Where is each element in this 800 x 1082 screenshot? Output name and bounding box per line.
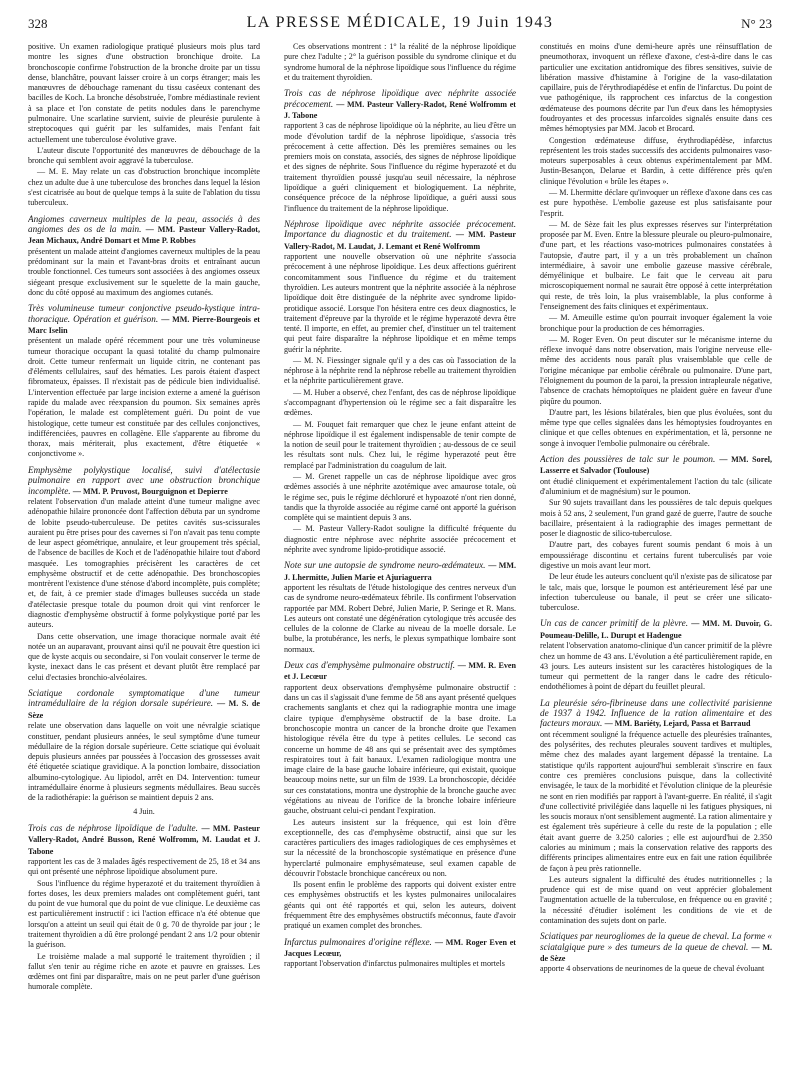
paragraph: apportent les résultats de l'étude histologique des centres nerveux d'un cas de syndrome neuro-œdémateux fébrile. Ils confirment l'observation rapportée par MM. Robert Debré, Julien Marie, P. Seringe et R. Mans. Les auteurs ont constaté une dégénération cytologique très accusée des cellules de la colonne de Clarke au niveau de la moelle dorsale. Le bulbe, la protubérance, les nerfs, le plexus sympathique lombaire sont normaux. bbox=[284, 583, 516, 654]
paragraph: rapportent les cas de 3 malades âgés respectivement de 25, 18 et 34 ans qui ont présenté une néphrose lipoïdique absolument pure. bbox=[28, 856, 260, 877]
article-title: Emphysème polykystique localisé, suivi d'atélectasie pulmonaire en rapport avec une obstruction bronchique incomplète. bbox=[28, 464, 260, 496]
paragraph: — M. de Sèze fait les plus expresses réserves sur l'interprétation proposée par M. Even. Entre la blessure pleurale ou pleuro-pulmonaire, d'une part, et les réactions vaso-motrices pulmonaires constatées à l'autopsie, d'autre part, il y a un très probablement un chaînon intermédiaire, à savoir une embolie gazeuse massive cérébrale, démyélinique et bulbaire. Le fait que le cerveau ait paru microscopiquement normal ne saurait être opposé à cette interprétation qui reste, de très loin, la plus vraisemblable, la plus conforme à l'enseignement des faits cliniques et expérimentaux. bbox=[540, 219, 772, 312]
column-right bbox=[540, 42, 772, 1070]
paragraph: — M. Ameuille estime qu'on pourrait invoquer également la voie bronchique pour la production de ces hémorragies. bbox=[540, 313, 772, 333]
article-heading bbox=[28, 303, 260, 336]
paragraph: présentent un malade opéré récemment pour une très volumineuse tumeur thoracique occupant la quasi totalité du champ pulmonaire droit. Cette tumeur renfermait un liquide citrin, ne contenant pas d'éléments cellulaires, sauf des hématies. Les parois étaient d'aspect fibromateux, épaisses. Il n'existait pas de pédicule bien individualisé. L'intervention effectuée par large incision externe a amené la guérison rapide du malade avec réexpansion du poumon. Six semaines après l'opération, le malade est complètement guéri. Du point de vue histologique, cette tumeur est constituée par des cellules conjonctives, indifférenciées, pauvres en collagène. Elle s'apparente au fibrome du thorax, mais mériterait, plus exactement, d'être étiquetée « conjonctivome ». bbox=[28, 336, 260, 459]
paragraph: D'autre part, des cobayes furent soumis pendant 6 mois à un empoussiérage discontinu et certains furent tuberculisés par voie digestive un mois avant leur mort. bbox=[540, 540, 772, 571]
article-authors: — MM. Pasteur Vallery-Radot, M. Laudat, J. Lemant et René Wolfromm bbox=[284, 230, 516, 251]
article-authors: — MM. Bariéty, Lejard, Passa et Barraud bbox=[604, 719, 751, 729]
column-middle bbox=[284, 42, 516, 1070]
article-authors: — MM. Pasteur Vallery-Radot, René Wolfromm et J. Tabone bbox=[284, 99, 516, 120]
issue-number: N° 23 bbox=[741, 16, 772, 31]
paragraph: présentent un malade atteint d'angiomes caverneux multiples de la peau prédominant sur la main et l'avant-bras droits et entraînant aucun trouble fonctionnel. Ces tumeurs sont associées à des angiomes osseux siégeant presque exclusivement sur le squelette de la main gauche, donc du côté opposé au maximum des angiomes cutanés. bbox=[28, 246, 260, 297]
article-title: La pleurésie séro-fibrineuse dans une collectivité parisienne de 1937 à 1942. Influence de la ration alimentaire et des facteurs moraux. bbox=[540, 697, 772, 729]
article-heading bbox=[28, 465, 260, 497]
paragraph: rapportent une nouvelle observation où une néphrite s'associa précocement à une néphrose lipoïdique. Les deux affections guérirent concomitamment sous l'influence du régime et du traitement thyroïdien. Les auteurs montrent que la néphrite associée à la néphrose lipoïdique doit être distinguée de la néphrite avec syndrome lipido-protidique associé. Lorsque l'on hésitera entre ces deux diagnostics, le traitement d'épreuve par la thyroïde et le régime hyperazoté devra être tenté. Il importe, en effet, au premier chef, d'instituer un tel traitement qui peut faire disparaître la néphrose lipoïdique et en même temps guérir la néphrite. bbox=[284, 252, 516, 354]
paragraph: Sur 90 sujets travaillant dans les poussières de talc depuis quelques mois à 52 ans, 2 seulement, l'un grand gazé de guerre, l'autre de souche bacillaire, présentaient à la radiographie des images permettant de poser le diagnostic de silico-tuberculose. bbox=[540, 498, 772, 539]
article-heading bbox=[28, 214, 260, 247]
article-heading bbox=[540, 698, 772, 730]
paragraph: Congestion œdémateuse diffuse, érythrodiapédèse, infarctus représentent les trois stades successifs des accidents pulmonaires vaso-moteurs superposables à ceux obtenus expérimentalement par MM. Justin-Besançon, Delarue et Bardin, à cette différence près qu'en clinique l'évolution « brûle les étapes ». bbox=[540, 135, 772, 186]
paragraph: Sous l'influence du régime hyperazoté et du traitement thyroïdien à fortes doses, les deux premiers malades ont complètement guéri, tant du point de vue humoral que du point de vue clinique. Le deuxième cas est particulièrement instructif : ici l'action efficace n'a été obtenue que lorsqu'on a atteint un seuil qui était de 0 g. 70 de thyroïde par jour ; le traitement thyroïdien a dû être prolongé pendant 2 ans 1/2 pour obtenir la guérison. bbox=[28, 878, 260, 950]
paragraph: constitués en moins d'une demi-heure après une réinsufflation de pneumothorax, invoquent un réflexe d'axone, c'est-à-dire dans le cas particulier une excitation antidromique des fibres sensitives, suivie de libération massive d'histamine à l'origine de la vaso-dilatation capillaire, puis de l'érythrodiapédèse et enfin de l'infarctus. Du point de vue pathogénique, ils rapprochent ces infarctus de la congestion œdémateuse des poumons décrite par l'un d'eux dans les hémoptysies foudroyantes et des processus infarcoïdes signalés ensuite dans ces mêmes hémoptysies par MM. Jacob et Brocard. bbox=[540, 42, 772, 134]
article-heading bbox=[540, 931, 772, 964]
paragraph: L'auteur discute l'opportunité des manœuvres de débouchage de la bronche qui semblent avoir aggravé la tuberculose. bbox=[28, 145, 260, 166]
article-title: Trois cas de néphrose lipoïdique de l'adulte. bbox=[28, 822, 198, 833]
paragraph: — M. Huber a observé, chez l'enfant, des cas de néphrose lipoïdique s'accompagnant d'hypertension où le régime sec a fait disparaître les œdèmes. bbox=[284, 387, 516, 418]
article-title: Infarctus pulmonaires d'origine réflexe. bbox=[284, 936, 432, 947]
paragraph: D'autre part, les lésions bilatérales, bien que plus évoluées, sont du même type que celles signalées dans les hémoptysies foudroyantes en clinique et que celles obtenues en expérimentation, et là, personne ne songe à invoquer l'embolie pulmonaire ou cérébrale. bbox=[540, 407, 772, 448]
paragraph: Ces observations montrent : 1° la réalité de la néphrose lipoïdique pure chez l'adulte ; 2° la guérison possible du syndrome clinique et du syndrome humoral de la néphrose lipoïdique sous l'influence du régime et du traitement thyroïdien. bbox=[284, 42, 516, 82]
article-heading bbox=[284, 937, 516, 960]
paragraph: — M. Lhermitte déclare qu'invoquer un réflexe d'axone dans ces cas est pure hypothèse. L'embolie gazeuse est plus satisfaisante pour l'esprit. bbox=[540, 187, 772, 218]
paragraph: rapportant l'observation d'infarctus pulmonaires multiples et mortels bbox=[284, 959, 505, 969]
article-heading bbox=[284, 660, 516, 683]
article-title: Trois cas de néphrose lipoïdique avec néphrite associée précocement. bbox=[284, 88, 516, 109]
article-title: Sciatique cordonale symptomatique d'une tumeur intramédullaire de la région dorsale supérieure. bbox=[28, 688, 260, 709]
paragraph: — M. Roger Even. On peut discuter sur le mécanisme interne du réflexe invoqué dans notre observation, mais l'origine nerveuse elle-même des accidents nous paraît plus vraisemblable que celle de l'origine mécanique par embolie cérébrale ou pulmonaire. D'une part, l'éloignement du poumon de la paroi, la pression intrapleurale négative, l'absence de crachats hémoptoïques ne plaident guère en faveur d'une piqûre du poumon. bbox=[540, 334, 772, 406]
paragraph: — M. E. May relate un cas d'obstruction bronchique incomplète chez un adulte due à une tuberculose des bronches dans lequel la lésion s'est cicatrisée au bout de quelque temps à la suite de l'ablation du tissu tuberculeux. bbox=[28, 167, 260, 208]
column-left bbox=[28, 42, 260, 1070]
paragraph: Dans cette observation, une image thoracique normale avait été notée un an auparavant, prouvant ainsi qu'il ne pouvait être question ici que de kyste acquis ou secondaire, si l'on voulait conserver le terme de kyste, inexact dans le cas présent et devant plutôt être remplacé par celui d'ectasies bronchio-alvéolaires. bbox=[28, 631, 260, 682]
article-authors: — MM. M. Duvoir, G. Poumeau-Delille, L. Durupt et Hadengue bbox=[540, 619, 772, 640]
paragraph: Les auteurs signalent la difficulté des études nutritionnelles ; la prudence qui est de mise quand on veut apprécier globalement l'augmentation actuelle de la tuberculose, en fréquence ou en gravité ; la nécessité d'étudier isolément les conditions de vie et de contamination des sujets dont on parle. bbox=[540, 874, 772, 925]
article-heading bbox=[28, 688, 260, 721]
article-authors: — MM. Sorel, Lasserre et Salvador (Toulouse) bbox=[540, 454, 772, 476]
article-authors: — MM. P. Pruvost, Bourguignon et Depierre bbox=[72, 486, 228, 496]
article-title: Action des poussières de talc sur le poumon. bbox=[540, 453, 716, 464]
paragraph: ont récemment souligné la fréquence actuelle des pleurésies traînantes, des polysérites, des rechutes pleurales souvent tardives et multiples, même chez des malades ayant largement dépassé la trentaine. La statistique qu'ils rapportent aujourd'hui semblerait s'inscrire en faux contre ces premières conclusions puisque, dans la collectivité envisagée, le taux de la morbidité et l'évolution clinique de la pleurésie ne sont en rien modifiés par rapport à l'avant-guerre. En réalité, il s'agit d'une collectivité privilégiée dans laquelle ni les fatigues physiques, ni les soucis moraux n'ont sensiblement augmenté. La ration alimentaire y est également très supérieure à celle du reste de la population ; elle était avant guerre de 3.250 calories ; elle est aujourd'hui de 2.350 calories au minimum ; mais la conservation relative des rapports des différents principes alimentaires entre eux en fait une ration équilibrée de façon à peu près rationnelle. bbox=[540, 729, 772, 873]
paragraph: Les auteurs insistent sur la fréquence, qui est loin d'être exceptionnelle, des cas d'emphysème obstructif, ainsi que sur les caractères particuliers des images radiologiques de ces emphysèmes et sur la nécessité de la bronchoscopie systématique en présence d'une hyperclarté pulmonaire emphysémateuse, seul examen capable de découvrir l'obstacle bronchique cancéreux ou non. bbox=[284, 817, 516, 878]
paragraph: relatent l'observation d'un malade atteint d'une tumeur maligne avec adénopathie hilaire prononcée dont l'affection débuta par un syndrome de lobite pseudo-tuberculeuse. De petites cavités sus-scissurales auraient pu être prises pour des cavernes si l'on n'avait pas tenu compte de leur aspect géométrique, annulaire, et leur groupement très spécial, de l'absence de bacilles de Koch et de l'adénopathie hilaire tout d'abord masquée. Les tomographies précisèrent les caractères de cet emphysème obstructif et de cette adénopathie. Des bronchoscopies montrèrent l'existence d'une sténose d'abord incomplète, puis complète; et, de fait, à ce premier stade d'images bulleuses succéda un stade d'atélectasie presque totale du poumon droit qui vint renforcer le diagnostic d'emphysème obstructif à forme polykystique porté par les auteurs. bbox=[28, 496, 260, 630]
article-heading bbox=[284, 219, 516, 252]
paragraph: rapportent deux observations d'emphysème pulmonaire obstructif : dans un cas il s'agissait d'une femme de 58 ans ayant présenté quelques crachements sanglants et chez qui la radiographie montra une image claire typique d'emphysème obstructif de la base droite. La bronchoscopie montra un cancer de la bronche droite que l'examen histologique révéla être du type à petites cellules. Le second cas concerne un homme de 48 ans qui se présentait avec des symptômes respiratoires tout à fait banaux. L'examen radiologique montra une image claire de la base gauche lobaire inférieure, qui existait, quoique beaucoup moins nette, sur un film de 1939. La bronchoscopie, décidée sur ces constatations, montra une dystrophie de la bronche gauche avec végétations au niveau de l'orifice de la bronche lobaire inférieure gauche, obstruant celui-ci pendant l'expiration. bbox=[284, 682, 516, 816]
paragraph: positive. Un examen radiologique pratiqué plusieurs mois plus tard montre les signes d'une obstruction bronchique droite. La bronchoscopie confirme l'obstruction de la bronche droite par un tissu dense, blanchâtre, pouvant laisser croire à un corps étranger; mais les manœuvres de débouchage ramenant du tissu caséeux contenant des bacilles de Koch. La bronche désobstruée, l'ombre médiastinale revient à sa place et l'on constate de petits nodules dans le parenchyme pulmonaire. Une scarlatine survient, suivie de pleurésie purulente à streptocoques qui guérit par les sulfamides, mais l'enfant fait actuellement une tuberculose évolutive grave. bbox=[28, 42, 260, 144]
paragraph: apporte 4 observations de neurinomes de la queue de cheval évoluant bbox=[540, 964, 765, 974]
paragraph: Ils posent enfin le problème des rapports qui doivent exister entre ces emphysèmes obstructifs et les kystes pulmonaires unilocalaires géants qui ont été rapportés et qui, selon les auteurs, doivent fréquemment être des emphysèmes obstructifs méconnus, faute d'avoir pratiqué un examen complet des bronches. bbox=[284, 880, 516, 931]
paragraph: — M. Fouquet fait remarquer que chez le jeune enfant atteint de néphrose lipoïdique il est également indispensable de tenir compte de la notion de seuil pour le traitement thyroïdien ; au-dessous de ce seuil les résultats sont nuls. Chez lui, le régime hyperazoté peut être remplacé par l'administration du coagulum de lait. bbox=[284, 419, 516, 470]
paragraph: Le troisième malade a mal supporté le traitement thyroïdien ; il fallut s'en tenir au régime riche en azote et pauvre en graisses. Les œdèmes ont fini par disparaître, mais on ne peut parler d'une guérison humorale complète. bbox=[28, 951, 260, 992]
article-title: Sciatiques par neurogliomes de la queue de cheval. La forme « sciatalgique pure » des tumeurs de la queue de cheval. bbox=[540, 931, 772, 952]
article-title: Deux cas d'emphysème pulmonaire obstructif. bbox=[284, 660, 456, 671]
session-date: 4 Juin. bbox=[133, 807, 155, 817]
paragraph: relate une observation dans laquelle on voit une névralgie sciatique constituer, pendant plusieurs années, le seul symptôme d'une tumeur médullaire de la région dorsale supérieure. Cette sciatique qui évoluait depuis plusieurs années par poussées à l'occasion des grossesses avait été étiquetée sciatique gravidique. A la ponction lombaire, dissociation albumino-cytologique. Au lipiodol, arrêt en D4. Intervention: tumeur intramédullaire énorme à plusieurs segments médullaires. Beau succès de la radiothérapie: la guérison se maintient depuis 2 ans. bbox=[28, 721, 260, 803]
article-heading bbox=[284, 560, 516, 583]
article-authors: — M. S. de Sèze bbox=[28, 699, 260, 720]
article-title: Angiomes caverneux multiples de la peau, associés à des angiomes des os de la main. bbox=[28, 213, 260, 234]
article-authors: — MM. R. Even et J. Lecœur bbox=[284, 661, 516, 682]
page-number: 328 bbox=[28, 16, 48, 31]
article-authors: — M. de Sèze bbox=[540, 942, 772, 964]
article-authors: — MM. J. Lhermitte, Julien Marie et Ajuriaguerra bbox=[284, 561, 516, 582]
article-heading bbox=[540, 454, 772, 477]
paragraph: rapportent 3 cas de néphrose lipoïdique où la néphrite, au lieu d'être un mode d'évolution tardif de la néphrose lipoïdique, s'associa très précocement à cette affection. Dès les premières semaines ou les premiers mois on constata, associés, des signes de néphrose lipoïdique et des signes de néphrite. Sous l'influence du régime hyperazoté et du traitement thyroïdien poussé jusqu'au seuil nécessaire, la néphrose lipoïdique a guéri cliniquement et biologiquement. La néphrite, conséquence précoce de la néphrose lipoïdique, a guéri aussi sous l'influence du traitement de la néphrose lipoïdique. bbox=[284, 121, 516, 213]
article-title: Un cas de cancer primitif de la plèvre. bbox=[540, 618, 689, 629]
article-title: Très volumineuse tumeur conjonctive pseudo-kystique intra-thoracique. Opération et guérison. bbox=[28, 303, 260, 324]
paragraph: relatent l'observation anatomo-clinique d'un cancer primitif de la plèvre chez un homme de 43 ans. L'évolution a été particulièrement rapide, en 43 jours. Les auteurs insistent sur les caractères histologiques de la tumeur qui permettent de la ranger dans le cadre des réticulo-endothéliomes à point de départ du feuillet pleural. bbox=[540, 641, 772, 692]
article-heading bbox=[28, 823, 260, 857]
article-authors: — MM. Roger Even et Jacques Lecœur, bbox=[284, 937, 516, 958]
article-heading bbox=[540, 618, 772, 641]
journal-title: LA PRESSE MÉDICALE, 19 Juin 1943 bbox=[246, 14, 554, 31]
article-heading bbox=[284, 88, 516, 121]
article-title: Néphrose lipoïdique avec néphrite associée précocement. Importance du diagnostic et du traitement. bbox=[284, 218, 516, 240]
article-authors: — MM. Pasteur Vallery-Radot, André Busson, René Wolfromm, M. Laudat et J. Tabone bbox=[28, 823, 260, 856]
article-columns bbox=[28, 42, 772, 1070]
paragraph: ont étudié cliniquement et expérimentalement l'action du talc (silicate d'aluminium et de magnésium) sur le poumon. bbox=[540, 476, 772, 497]
article-title: Note sur une autopsie de syndrome neuro-œdémateux. bbox=[284, 560, 486, 571]
article-authors: — MM. Pierre-Bourgeois et Marc Iselin bbox=[28, 314, 260, 335]
running-header bbox=[28, 14, 772, 34]
article-authors: — MM. Pasteur Vallery-Radot, Jean Michaux, André Domart et Mme P. Robbes bbox=[28, 224, 260, 246]
paragraph: De leur étude les auteurs concluent qu'il n'existe pas de silicatose par le talc, mais que, lorsque le poumon est antérieurement lésé par une infection tuberculeuse ou banale, il peut se créer une silicato-tuberculose. bbox=[540, 572, 772, 613]
paragraph: — M. Pasteur Vallery-Radot souligne la difficulté fréquente du diagnostic entre néphrose avec néphrite associée précocement et néphrite avec syndrome lipido-protidique associé. bbox=[284, 524, 516, 554]
paragraph: — M. Grenet rappelle un cas de néphrose lipoïdique avec gros œdèmes associés à une néphrite azotémique avec amaurose totale, où le régime sec, puis le régime déchloruré et hypoazoté n'ont rien donné, tandis que la thyroïde associée au régime carné ont apporté la guérison complète qui se maintient depuis 3 ans. bbox=[284, 472, 516, 523]
paragraph: — M. N. Fiessinger signale qu'il y a des cas où l'association de la néphrose à la néphrite rend la néphrose rebelle au traitement thyroïdien et la néphrite particulièrement grave. bbox=[284, 355, 516, 386]
